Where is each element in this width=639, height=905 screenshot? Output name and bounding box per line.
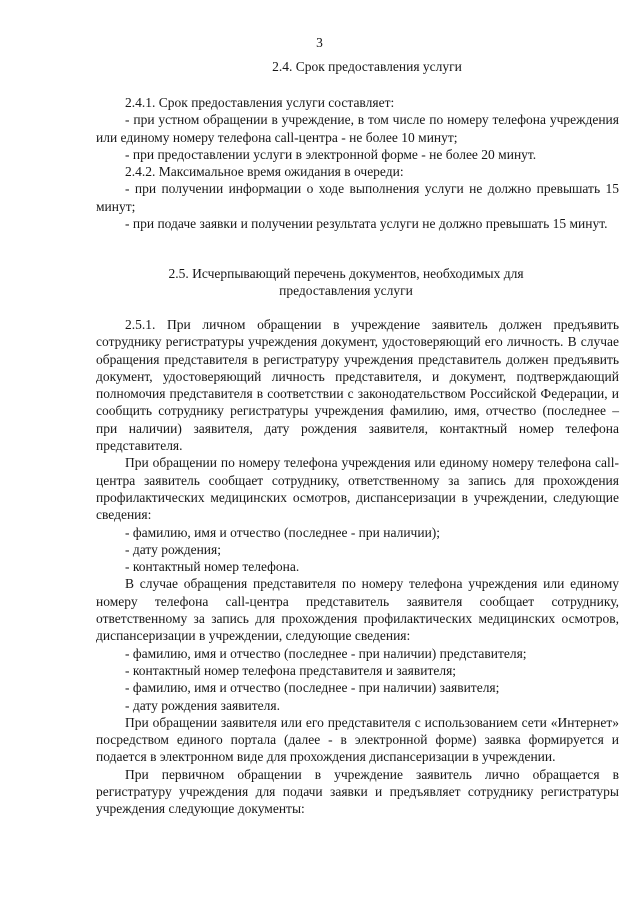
section-2-5-title [96, 265, 596, 299]
list-item: - контактный номер телефона представителя и заявителя; [125, 662, 457, 678]
section-2-4-title: 2.4. Срок предоставления услуги [272, 59, 462, 74]
paragraph: 2.4.2. Максимальное время ожидания в очереди: [125, 164, 404, 180]
section-2-5-body [96, 316, 619, 818]
list-item: - при получении информации о ходе выполнения услуги не должно превышать 15 минут; [96, 181, 619, 214]
list-item: - дату рождения; [125, 541, 221, 557]
paragraph: При первичном обращении в учреждение заявитель лично обращается в регистратуру учреждения для подачи заявки и предъявляет сотруднику регистратуры учреждения следующие документы: [96, 766, 619, 817]
list-item: - при подаче заявки и получении результата услуги не должно превышать 15 минут. [125, 216, 608, 232]
list-item: - дату рождения заявителя. [125, 697, 280, 713]
list-item: - фамилию, имя и отчество (последнее - при наличии); [125, 524, 441, 540]
list-item: - фамилию, имя и отчество (последнее - при наличии) представителя; [125, 645, 527, 661]
list-item: - при устном обращении в учреждение, в том числе по номеру телефона учреждения или единому номеру телефона call-центра - не более 10 минут; [96, 112, 619, 145]
list-item: - при предоставлении услуги в электронной форме - не более 20 минут. [125, 146, 537, 162]
list-item: - фамилию, имя и отчество (последнее - при наличии) заявителя; [125, 680, 500, 696]
section-2-5-title-line-2: предоставления услуги [279, 283, 413, 298]
list-item: - контактный номер телефона. [125, 559, 300, 575]
paragraph: 2.4.1. Срок предоставления услуги составляет: [125, 95, 395, 110]
section-2-4-body [96, 94, 619, 232]
paragraph: При обращении заявителя или его представителя с использованием сети «Интернет» посредством единого портала (далее - в электронной форме) заявка формируется и подается в электронном виде для прохождения диспансеризации в учреждении. [96, 714, 619, 765]
page-number: 3 [316, 35, 323, 50]
paragraph: При обращении по номеру телефона учреждения или единому номеру телефона call-центра заявитель сообщает сотруднику, ответственному за запись для прохождения профилактических медицинских осмотров, диспансеризации в учреждении, следующие сведения: [96, 455, 619, 523]
section-2-5-title-line-1: 2.5. Исчерпывающий перечень документов, необходимых для [168, 266, 524, 281]
paragraph: В случае обращения представителя по номеру телефона учреждения или единому номеру телефона call-центра представитель заявителя сообщает сотруднику, ответственному за запись для прохождения профилактических медицинских осмотров, диспансеризации в учреждении, следующие сведения: [96, 576, 619, 644]
paragraph: 2.5.1. При личном обращении в учреждение заявитель должен предъявить сотруднику регистратуры учреждения документ, удостоверяющий его личность. В случае обращения представителя в регистратуру учреждения представитель должен предъявить документ, удостоверяющий личность представителя, и документ, подтверждающий полномочия представителя в соответствии с законодательством Российской Федерации, и сообщить сотруднику регистратуры учреждения фамилию, имя, отчество (последнее – при наличии) заявителя, дату рождения заявителя, контактный номер телефона представителя. [96, 317, 619, 454]
